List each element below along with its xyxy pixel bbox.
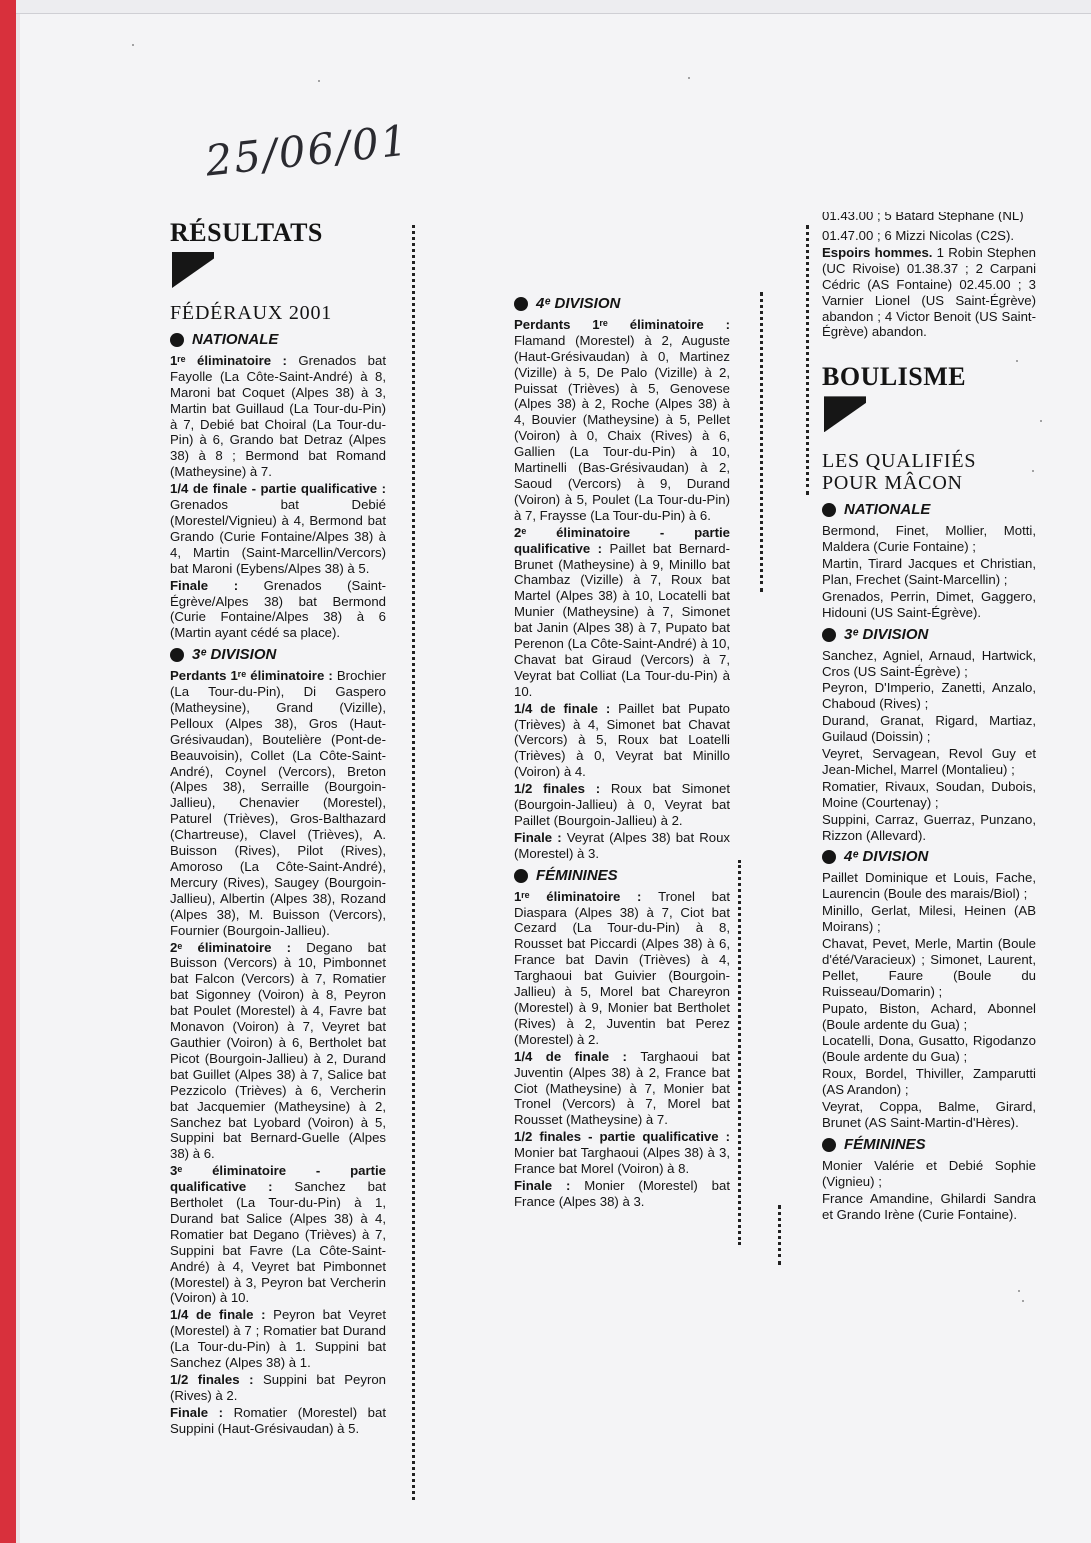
qualified-list [822, 1158, 1036, 1190]
result-text: Locatelli, Dona, Gusatto, Rigodanzo (Boule ardente du Gua) ; [822, 1033, 1036, 1065]
round-label: 1ʳᵉ éliminatoire : [514, 888, 659, 904]
result-paragraph [514, 1178, 730, 1210]
section-title: 4ᵉ DIVISION [536, 295, 621, 312]
result-paragraph [822, 245, 1036, 340]
round-label: 1/2 finales : [514, 781, 611, 797]
result-paragraph [170, 940, 386, 1163]
qualified-list [822, 870, 1036, 902]
result-paragraph [170, 1163, 386, 1306]
rubric-title-resultats: RÉSULTATS [170, 218, 323, 247]
cutoff-line: 01.43.00 ; 5 Batard Stéphane (NL) [822, 212, 1024, 222]
result-paragraph [514, 830, 730, 862]
result-text: Romatier, Rivaux, Soudan, Dubois, Moine (Courtenay) ; [822, 778, 1036, 810]
result-text: Tronel bat Diaspara (Alpes 38) à 7, Ciot bat Cezard (La Tour-du-Pin) à 8, Rousset bat Piccardi (Alpes 38) à 6, France bat Davin (Trièves) à 4, Targhaoui bat Guivier (Bourgoin-Jallieu) à 5, Morel bat Chareyron (Morestel) à 9, Monier bat Bertholet (Rives) à 2, Juventin bat Perez (Morestel) à 2. [514, 888, 730, 1047]
section-title: 4ᵉ DIVISION [844, 848, 929, 866]
qualified-list [822, 1001, 1036, 1033]
result-text: Pupato, Biston, Achard, Abonnel (Boule ardente du Gua) ; [822, 1000, 1036, 1032]
section-head-feminines [822, 1137, 1036, 1153]
result-text: France Amandine, Ghilardi Sandra et Grando Irène (Curie Fontaine). [822, 1190, 1036, 1222]
qualified-list [822, 556, 1036, 588]
qualified-list [822, 680, 1036, 712]
qualified-list [822, 1191, 1036, 1223]
result-paragraph [514, 317, 730, 524]
result-text: Paillet Dominique et Louis, Fache, Laurencin (Boule des marais/Biol) ; [822, 870, 1036, 902]
result-paragraph [514, 701, 730, 781]
round-label: 3ᵉ éliminatoire - partie qualificative : [170, 1163, 386, 1195]
result-paragraph [170, 668, 386, 938]
result-text: Targhaoui bat Juventin (Alpes 38) à 2, France bat Ciot (Matheysine) à 7, Monier bat Tronel (Vercors) à 7, Morel bat Rousset (Matheysine) à 7. [514, 1048, 731, 1128]
column-3 [822, 212, 1036, 1223]
scan-speck [1040, 420, 1042, 422]
result-text: 1 Robin Stephen (UC Rivoise) 01.38.37 ; 2 Carpani Cédric (AS Fontaine) 02.45.00 ; 3 Varnier Lionel (US Saint-Égrève) abandon ; 4 Victor Benoit (US Saint-Égrève) abandon. [822, 244, 1036, 340]
bullet-icon [822, 628, 836, 642]
column-separator [738, 860, 741, 1245]
round-label: Perdants 1ʳᵉ éliminatoire : [514, 316, 730, 332]
rubric-subtitle-federaux: FÉDÉRAUX 2001 [170, 302, 333, 324]
rubric-subtitle-qualifies [822, 450, 1036, 494]
result-text: Monier bat Targhaoui (Alpes 38) à 3, France bat Morel (Voiron) à 8. [514, 1145, 730, 1177]
result-text: Minillo, Gerlat, Milesi, Heinen (AB Moirans) ; [822, 903, 1036, 935]
qualified-list [822, 589, 1036, 621]
result-paragraph [170, 1372, 386, 1404]
section-head-3e-division [170, 647, 386, 663]
result-text: Roux bat Simonet (Bourgoin-Jallieu) à 0, Veyrat bat Paillet (Bourgoin-Jallieu) à 2. [514, 781, 730, 828]
qualified-list [822, 779, 1036, 811]
round-label: 1/4 de finale : [514, 1048, 641, 1064]
result-text: Degano bat Buisson (Vercors) à 10, Pimbonnet bat Falcon (Vercors) à 7, Romatier bat Sigonney (Voiron) à 8, Peyron bat Poulet (Morestel) à 4, Favre bat Monavon (Voiron) à 7, Veyret bat Gauthier (Voiron) à 6, Bertholet bat Picot (Bourgoin-Jallieu) à 2, Durand bat Guillet (Alpes 38) à 7, Salice bat Pezzicolo (Trièves) à 6, Vercherin bat Jacquemier (Matheysine) à 2, Sanchez bat Lyobard (Voiron) à 5, Suppini bat Bernard-Guelle (Alpes 38) à 6. [170, 939, 386, 1162]
result-text: Durand, Granat, Rigard, Martiaz, Guilaud (Doissin) ; [822, 713, 1036, 745]
result-text: Veyrat, Coppa, Balme, Girard, Brunet (AS Saint-Martin-d'Hères). [822, 1099, 1036, 1130]
result-text: Peyron bat Veyret (Morestel) à 7 ; Romatier bat Durand (La Tour-du-Pin) à 1. Suppini bat Sanchez (Alpes 38) à 1. [170, 1307, 386, 1371]
qualified-list [822, 812, 1036, 844]
section-head-nationale [822, 502, 1036, 518]
result-paragraph [170, 481, 386, 576]
scan-speck [1018, 1290, 1020, 1292]
result-paragraph [514, 1129, 730, 1177]
section-title: NATIONALE [192, 331, 279, 348]
result-text: Brochier (La Tour-du-Pin), Di Gaspero (Matheysine), Grand (Vizille), Pelloux (Alpes 38), Gros (Haut-Grésivaudan), Boutelière (Pont-de-Beauvoisin), Collet (La Côte-Saint-André), Coynel (Vercors), Breton (Alpes 38), Serraille (Bourgoin-Jallieu), Chenavier (Morestel), Paturel (Trièves), Gros-Balthazard (Chartreuse), Clavel (Trièves), A. Buisson (Rives), Pilot (Rives), Amoroso (La Côte-Saint-André), Mercury (Rives), Saugey (Bourgoin-Jallieu), Albertin (Alpes 38), Rozand (Alpes 38), M. Buisson (Vercors), Fournier (Bourgoin-Jallieu). [170, 668, 386, 938]
qualified-list [822, 936, 1036, 1000]
qualified-list [822, 1099, 1036, 1131]
round-label: Finale : [514, 829, 567, 845]
result-text: 01.47.00 ; 6 Mizzi Nicolas (C2S). [822, 228, 1015, 243]
result-text: Grenados (Saint-Égrève/Alpes 38) bat Bermond (Curie Fontaine/Alpes 38) à 6 (Martin ayant cédé sa place). [170, 577, 387, 641]
result-text: Grenados, Perrin, Dimet, Gaggero, Hidouni (US Saint-Égrève). [822, 588, 1036, 620]
rubric-title-boulisme: BOULISME [822, 362, 967, 392]
section-title: NATIONALE [844, 501, 931, 519]
result-text: Grenados bat Fayolle (La Côte-Saint-André) à 8, Maroni bat Coquet (Alpes 38) à 3, Martin bat Guillaud (La Tour-du-Pin) à 7, Debié bat Choiral (La Tour-du-Pin) à 6, Grando bat Detraz (Alpes 38) à 8 ; Bermond bat Romand (Matheysine) à 7. [170, 352, 386, 480]
column-separator [778, 1205, 781, 1265]
section-head-3e-division [822, 627, 1036, 643]
result-text: Grenados bat Debié (Morestel/Vignieu) à 4, Bermond bat Grando (Curie Fontaine/Alpes 38) à 4, Martin (Saint-Marcellin/Vercors) bat Maroni (Eybens/Alpes 38) à 5. [170, 497, 386, 576]
result-paragraph [170, 1307, 386, 1371]
result-text: Bermond, Finet, Mollier, Motti, Maldera (Curie Fontaine) ; [822, 523, 1036, 555]
result-text: Suppini bat Peyron (Rives) à 2. [170, 1372, 386, 1403]
column-separator [412, 225, 415, 1500]
round-label: Finale : [170, 577, 264, 593]
result-text: Martin, Tirard Jacques et Christian, Plan, Frechet (Saint-Marcellin) ; [822, 556, 1036, 587]
column-2 [514, 290, 730, 1211]
scan-speck [1022, 1300, 1024, 1302]
round-label: 1/2 finales - partie qualificative : [514, 1129, 730, 1145]
bullet-icon [514, 869, 528, 883]
result-text: Sanchez bat Bertholet (La Tour-du-Pin) à 1, Durand bat Salice (Alpes 38) à 4, Romatier bat Degano (Trièves) à 7, Suppini bat Favre (La Côte-Saint-André) à 4, Veyret bat Pimbonnet (Morestel) à 3, Peyron bat Vercherin (Voiron) à 10. [170, 1179, 386, 1306]
result-paragraph [822, 228, 1036, 244]
result-paragraph [514, 889, 730, 1048]
column-separator [760, 292, 763, 592]
bullet-icon [822, 850, 836, 864]
qualified-list [822, 523, 1036, 555]
scan-speck [1016, 360, 1018, 362]
rubric-mark-icon [824, 396, 866, 432]
round-label: 1/4 de finale : [514, 700, 619, 716]
round-label: 2ᵉ éliminatoire : [170, 939, 307, 955]
result-text: Sanchez, Agniel, Arnaud, Hartwick, Cros (US Saint-Égrève) ; [822, 647, 1036, 679]
round-label: Perdants 1ʳᵉ éliminatoire : [170, 668, 337, 684]
column-1 [170, 218, 386, 1438]
round-label: Finale : [514, 1177, 585, 1193]
result-text: Monier (Morestel) bat France (Alpes 38) à 3. [514, 1177, 730, 1209]
result-text: Flamand (Morestel) à 2, Auguste (Haut-Grésivaudan) à 0, Martinez (Vizille) à 5, De Palo (Vizille) à 2, Puissat (Trièves) à 5, Genovese (Alpes 38) à 2, Roche (Alpes 38) à 4, Bouvier (Matheysine) à 5, Pellet (Voiron) à 0, Chaix (Rives) à 6, Gallien (La Tour-du-Pin) à 10, Martinelli (Bas-Grésivaudan) à 2, Saoud (Vercors) à 9, Durand (Voiron) à 5, Poulet (La Tour-du-Pin) à 7, Fraysse (La Tour-du-Pin) à 6. [514, 332, 730, 523]
result-text: Veyret, Servagean, Revol Guy et Jean-Michel, Marrel (Montalieu) ; [822, 746, 1036, 777]
bullet-icon [822, 503, 836, 517]
result-paragraph [170, 578, 386, 642]
result-text: Suppini, Carraz, Guerraz, Punzano, Rizzon (Allevard). [822, 811, 1036, 843]
round-label: 1/4 de finale : [170, 1307, 274, 1323]
qualified-list [822, 648, 1036, 680]
page-edge-red [0, 0, 16, 1543]
round-label: 1/2 finales : [170, 1372, 263, 1387]
round-label: Finale : [170, 1404, 234, 1420]
scan-speck [1032, 470, 1034, 472]
round-label: 1/4 de finale - partie qualificative : [170, 481, 386, 497]
result-paragraph [514, 1049, 730, 1129]
result-text: Chavat, Pevet, Merle, Martin (Boule d'été/Varacieux) ; Simonet, Laurent, Pellet, Faure (Boule du Ruisseau/Domarin) ; [822, 936, 1036, 999]
result-paragraph [170, 1405, 386, 1437]
qualified-list [822, 903, 1036, 935]
round-label: Espoirs hommes. [822, 244, 937, 260]
section-head-4e-division [514, 296, 730, 312]
result-text: Veyrat (Alpes 38) bat Roux (Morestel) à 3. [514, 829, 730, 861]
result-text: Roux, Bordel, Thiviller, Zamparutti (AS Arandon) ; [822, 1066, 1036, 1098]
result-text: Paillet bat Pupato (Trièves) à 4, Simonet bat Chavat (Vercors) à 5, Roux bat Loatelli (Trièves) à 0, Veyrat bat Minillo (Voiron) à 4. [514, 700, 730, 780]
result-paragraph [514, 525, 730, 700]
round-label: 1ʳᵉ éliminatoire : [170, 352, 299, 368]
result-paragraph [170, 353, 386, 480]
qualified-list [822, 1066, 1036, 1098]
round-label: 2ᵉ éliminatoire - partie qualificative : [514, 524, 730, 556]
section-head-nationale [170, 332, 386, 348]
result-text: Monier Valérie et Debié Sophie (Vignieu) ; [822, 1157, 1036, 1189]
scan-speck [132, 44, 134, 46]
bullet-icon [170, 333, 184, 347]
column-separator [806, 225, 809, 495]
qualified-list [822, 746, 1036, 778]
result-text: Peyron, D'Imperio, Zanetti, Anzalo, Chaboud (Rives) ; [822, 680, 1036, 712]
page-edge-top [16, 0, 1091, 14]
result-text: Paillet bat Bernard-Brunet (Matheysine) à 9, Minillo bat Chambaz (Vizille) à 7, Roux bat Martel (Alpes 38) à 10, Locatelli bat Munier (Matheysine) à 7, Simonet bat Janin (Alpes 38) à 7, Pupato bat Perenon (La Côte-Saint-André) à 10, Chavat bat Giraud (Vercors) à 7, Veyrat bat Colliat (La Tour-du-Pin) à 10. [514, 540, 730, 699]
bullet-icon [822, 1138, 836, 1152]
scan-speck [318, 80, 320, 82]
qualified-list [822, 713, 1036, 745]
section-title: 3ᵉ DIVISION [192, 646, 277, 664]
section-title: 3ᵉ DIVISION [844, 625, 929, 643]
result-paragraph [514, 781, 730, 829]
section-title: FÉMININES [844, 1135, 926, 1153]
bullet-icon [170, 648, 184, 662]
section-head-feminines [514, 868, 730, 884]
qualified-list [822, 1033, 1036, 1065]
section-head-4e-division [822, 849, 1036, 865]
subtitle-line: POUR MÂCON [822, 472, 963, 495]
rubric-mark-icon [172, 252, 214, 288]
result-text: Romatier (Morestel) bat Suppini (Haut-Grésivaudan) à 5. [170, 1404, 386, 1436]
bullet-icon [514, 297, 528, 311]
handwritten-date: 25/06/01 [202, 115, 412, 186]
subtitle-line: LES QUALIFIÉS [822, 450, 977, 473]
scan-speck [688, 77, 690, 79]
section-title: FÉMININES [536, 866, 618, 884]
